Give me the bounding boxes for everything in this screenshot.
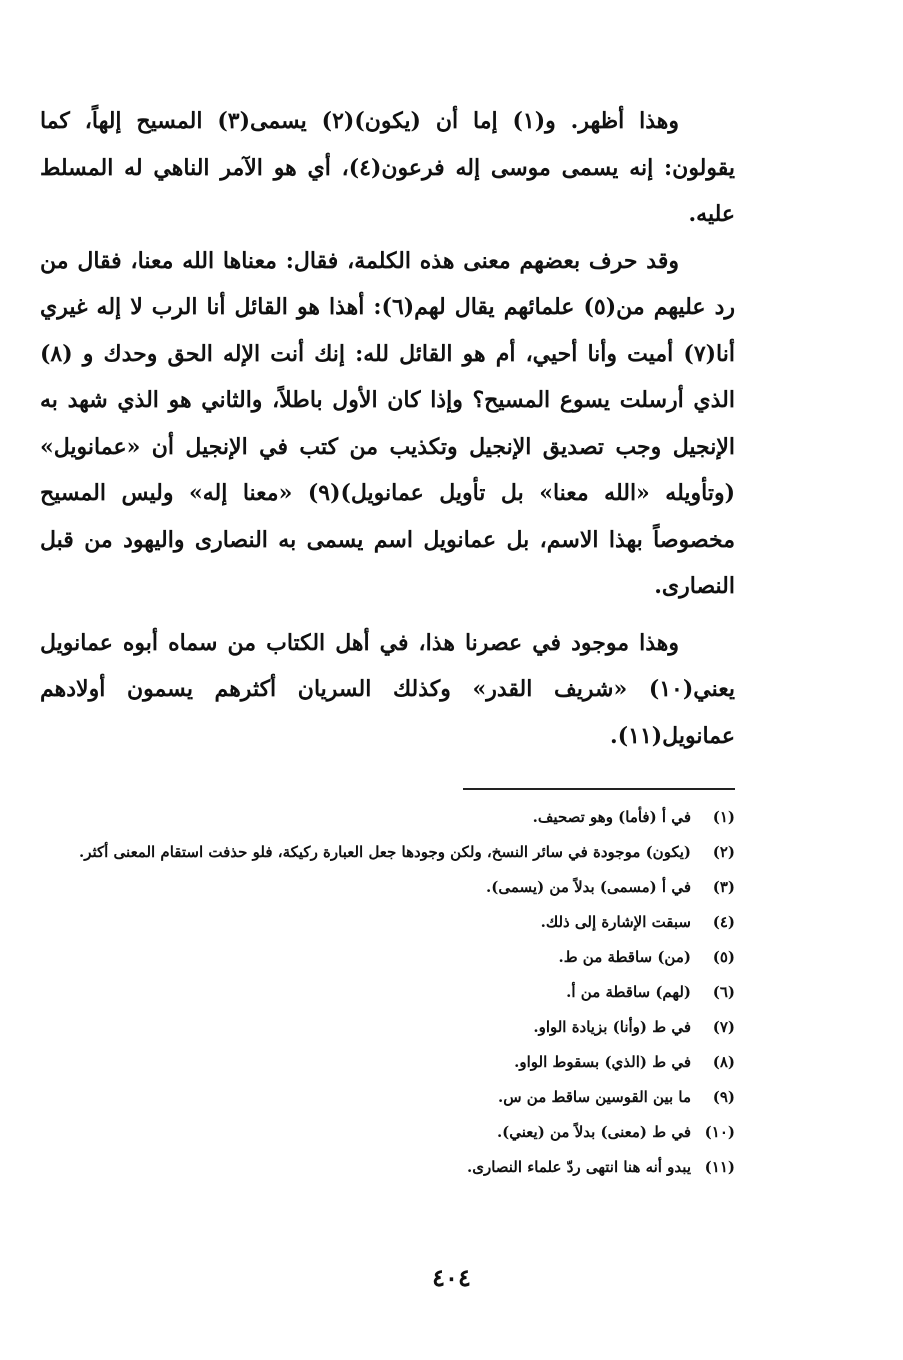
footnote bbox=[40, 870, 735, 905]
footnote-text: في ط (الذي) بسقوط الواو. bbox=[514, 1053, 691, 1071]
footnote-number: (٥) bbox=[712, 948, 735, 966]
footnote-separator bbox=[463, 788, 735, 790]
footnote-number: (٧) bbox=[712, 1018, 735, 1036]
footnote-number: (٦) bbox=[712, 983, 735, 1001]
footnote-number: (٩) bbox=[712, 1088, 735, 1106]
footnote bbox=[40, 1080, 735, 1115]
footnote bbox=[40, 1115, 735, 1150]
footnote-text: يبدو أنه هنا انتهى ردّ علماء النصارى. bbox=[466, 1158, 691, 1176]
footnote bbox=[40, 1010, 735, 1045]
footnote bbox=[40, 905, 735, 940]
main-text bbox=[40, 98, 735, 759]
footnote-number: (٤) bbox=[712, 913, 735, 931]
footnote-text: في أ (فأما) وهو تصحيف. bbox=[532, 808, 691, 826]
footnote-text: في أ (مسمى) بدلاً من (يسمى). bbox=[486, 878, 691, 896]
paragraph: وهذا أظهر. و(١) إما أن (يكون)(٢) يسمى(٣) المسيح إلهاً، كما يقولون: إنه يسمى موسى إله فرعون(٤)، أي هو الآمر الناهي له المسلط عليه. bbox=[40, 108, 736, 227]
footnote-text: ما بين القوسين ساقط من س. bbox=[498, 1088, 691, 1106]
footnote bbox=[40, 940, 735, 975]
footnote bbox=[40, 800, 735, 835]
footnote-number: (٨) bbox=[712, 1053, 735, 1071]
footnote-text: في ط (وأنا) بزيادة الواو. bbox=[533, 1018, 691, 1036]
page-number: ٤٠٤ bbox=[432, 1263, 471, 1292]
footnote-number: (١١) bbox=[704, 1158, 735, 1176]
footnote-text: (من) ساقطة من ط. bbox=[558, 948, 691, 966]
footnote bbox=[40, 1045, 735, 1080]
footnote-number: (٣) bbox=[712, 878, 735, 896]
paragraph: وهذا موجود في عصرنا هذا، في أهل الكتاب من سماه أبوه عمانويل يعني(١٠) «شريف القدر» وكذلك السريان أكثرهم يسمون أولادهم عمانويل(١١). bbox=[40, 629, 735, 749]
footnote-number: (١) bbox=[712, 808, 735, 826]
footnote bbox=[40, 835, 735, 870]
footnotes-list bbox=[40, 800, 735, 1185]
footnote-text: (يكون) موجودة في سائر النسخ، ولكن وجودها جعل العبارة ركيكة، فلو حذفت استقام المعنى أكثر. bbox=[78, 843, 691, 861]
paragraph: وقد حرف بعضهم معنى هذه الكلمة، فقال: معناها الله معنا، فقال من رد عليهم من(٥) علمائهم يقال لهم(٦): أهذا هو القائل أنا الرب لا إله غيري أنا(٧) أميت وأنا أحيي، أم هو القائل لله: إنك أنت الإله الحق وحدك و (٨) الذي أرسلت يسوع المسيح؟ وإذا كان الأول باطلاً، والثاني هو الذي شهد به الإنجيل وجب تصديق الإنجيل وتكذيب من كتب في الإنجيل أن «عمانويل» (وتأويله «الله معنا» بل تأويل عمانويل)(٩) «معنا إله» وليس المسيح مخصوصاً بهذا الاسم، بل عمانويل اسم يسمى به النصارى واليهود من قبل النصارى. bbox=[40, 247, 736, 599]
footnote-number: (١٠) bbox=[704, 1123, 735, 1141]
footnote-text: (لهم) ساقطة من أ. bbox=[566, 983, 691, 1001]
footnote-number: (٢) bbox=[712, 843, 735, 861]
footnote bbox=[40, 1150, 735, 1185]
footnote-text: في ط (معنى) بدلاً من (يعني). bbox=[496, 1123, 691, 1141]
footnote-text: سبقت الإشارة إلى ذلك. bbox=[540, 913, 691, 931]
footnote bbox=[40, 975, 735, 1010]
